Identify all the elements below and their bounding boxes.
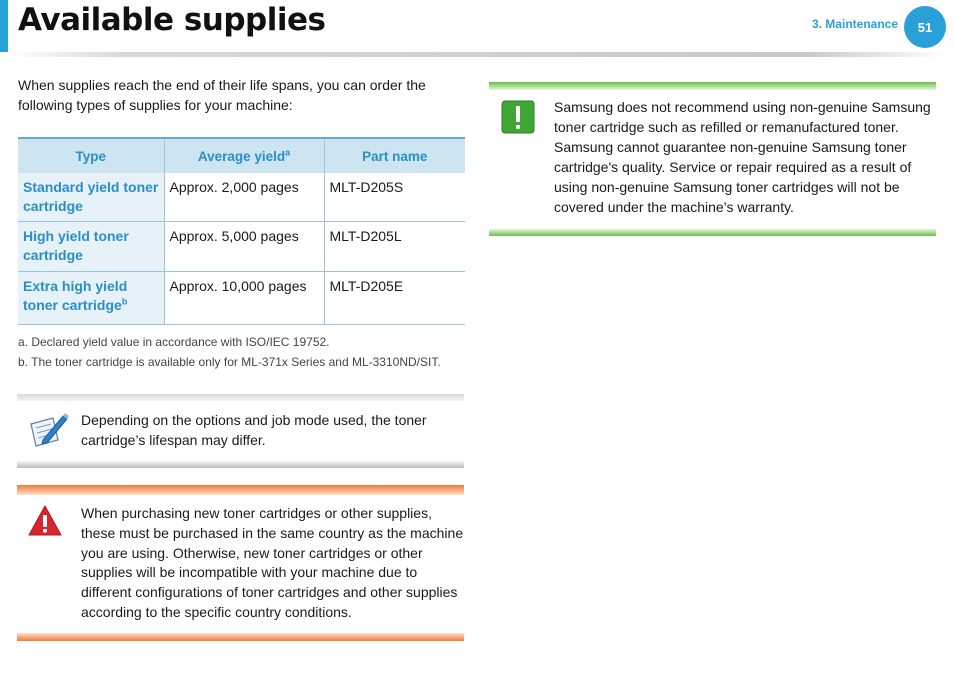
note-paragraph: Depending on the options and job mode used, the toner cartridge’s lifespan may differ. — [81, 412, 427, 448]
caution-top-bar — [489, 82, 936, 90]
note-box — [17, 394, 464, 468]
header-type — [18, 138, 164, 173]
table-header-row — [18, 138, 465, 173]
intro-text: When supplies reach the end of their life spans, you can order the following types of supplies for your machine: — [18, 77, 426, 113]
cell-yield: Approx. 10,000 pages — [164, 272, 324, 325]
cell-part: MLT-D205L — [324, 222, 465, 272]
exclamation-square-icon — [501, 100, 535, 139]
page-title: Available supplies — [18, 2, 326, 38]
caution-bottom-bar — [489, 229, 936, 236]
warning-paragraph: When purchasing new toner cartridges or other supplies, these must be purchased in the same country as the machine you are using. Otherwise, new toner cartridges or other supplies will be incompatible with your machine due to different configurations of toner cartridges and other supplies according to the specific country conditions. — [81, 505, 464, 620]
supplies-table — [18, 137, 465, 325]
cell-yield: Approx. 5,000 pages — [164, 222, 324, 272]
warning-text — [81, 504, 464, 623]
type-text: Standard yield toner cartridge — [23, 179, 159, 214]
note-text — [81, 410, 461, 450]
header-part-label: Part name — [362, 148, 428, 164]
footnote-a: a. Declared yield value in accordance with ISO/IEC 19752. — [18, 335, 330, 349]
table-row — [18, 272, 465, 325]
caution-text — [554, 97, 936, 217]
cell-type — [18, 272, 164, 325]
cell-type — [18, 173, 164, 222]
warning-box — [17, 485, 464, 641]
cell-type — [18, 222, 164, 272]
note-top-bar — [17, 394, 464, 401]
footnote-marker: b — [121, 296, 128, 307]
caution-box — [489, 82, 936, 236]
warning-bottom-bar — [17, 633, 464, 641]
header-yield — [164, 138, 324, 173]
cell-part: MLT-D205S — [324, 173, 465, 222]
header-yield-label: Average yield — [197, 148, 286, 164]
footnote-b: b. The toner cartridge is available only for ML-371x Series and ML-3310ND/SIT. — [18, 355, 441, 369]
footnotes — [18, 332, 441, 372]
header-rule — [10, 52, 946, 57]
note-bottom-bar — [17, 461, 464, 468]
cell-part: MLT-D205E — [324, 272, 465, 325]
warning-triangle-icon — [28, 505, 62, 542]
header-part — [324, 138, 465, 173]
page-number: 51 — [917, 19, 933, 35]
warning-top-bar — [17, 485, 464, 495]
page-number-badge — [904, 6, 946, 48]
table-row — [18, 173, 465, 222]
cell-yield: Approx. 2,000 pages — [164, 173, 324, 222]
type-text: High yield toner cartridge — [23, 228, 129, 263]
header-type-label: Type — [75, 148, 106, 164]
table-row — [18, 222, 465, 272]
chapter-label: 3. Maintenance — [811, 17, 898, 31]
footnote-marker: a — [285, 147, 291, 157]
note-pencil-icon — [27, 410, 71, 453]
type-text: Extra high yield toner cartridge — [23, 278, 128, 313]
title-accent-bar — [0, 0, 8, 52]
caution-paragraph: Samsung does not recommend using non-genuine Samsung toner cartridge such as refilled or remanufactured toner. Samsung cannot guarantee non-genuine Samsung toner cartridge's quality. Service or repair required as a result of using non-genuine Samsung toner cartridges will not be covered under the machine’s warranty. — [554, 99, 931, 215]
